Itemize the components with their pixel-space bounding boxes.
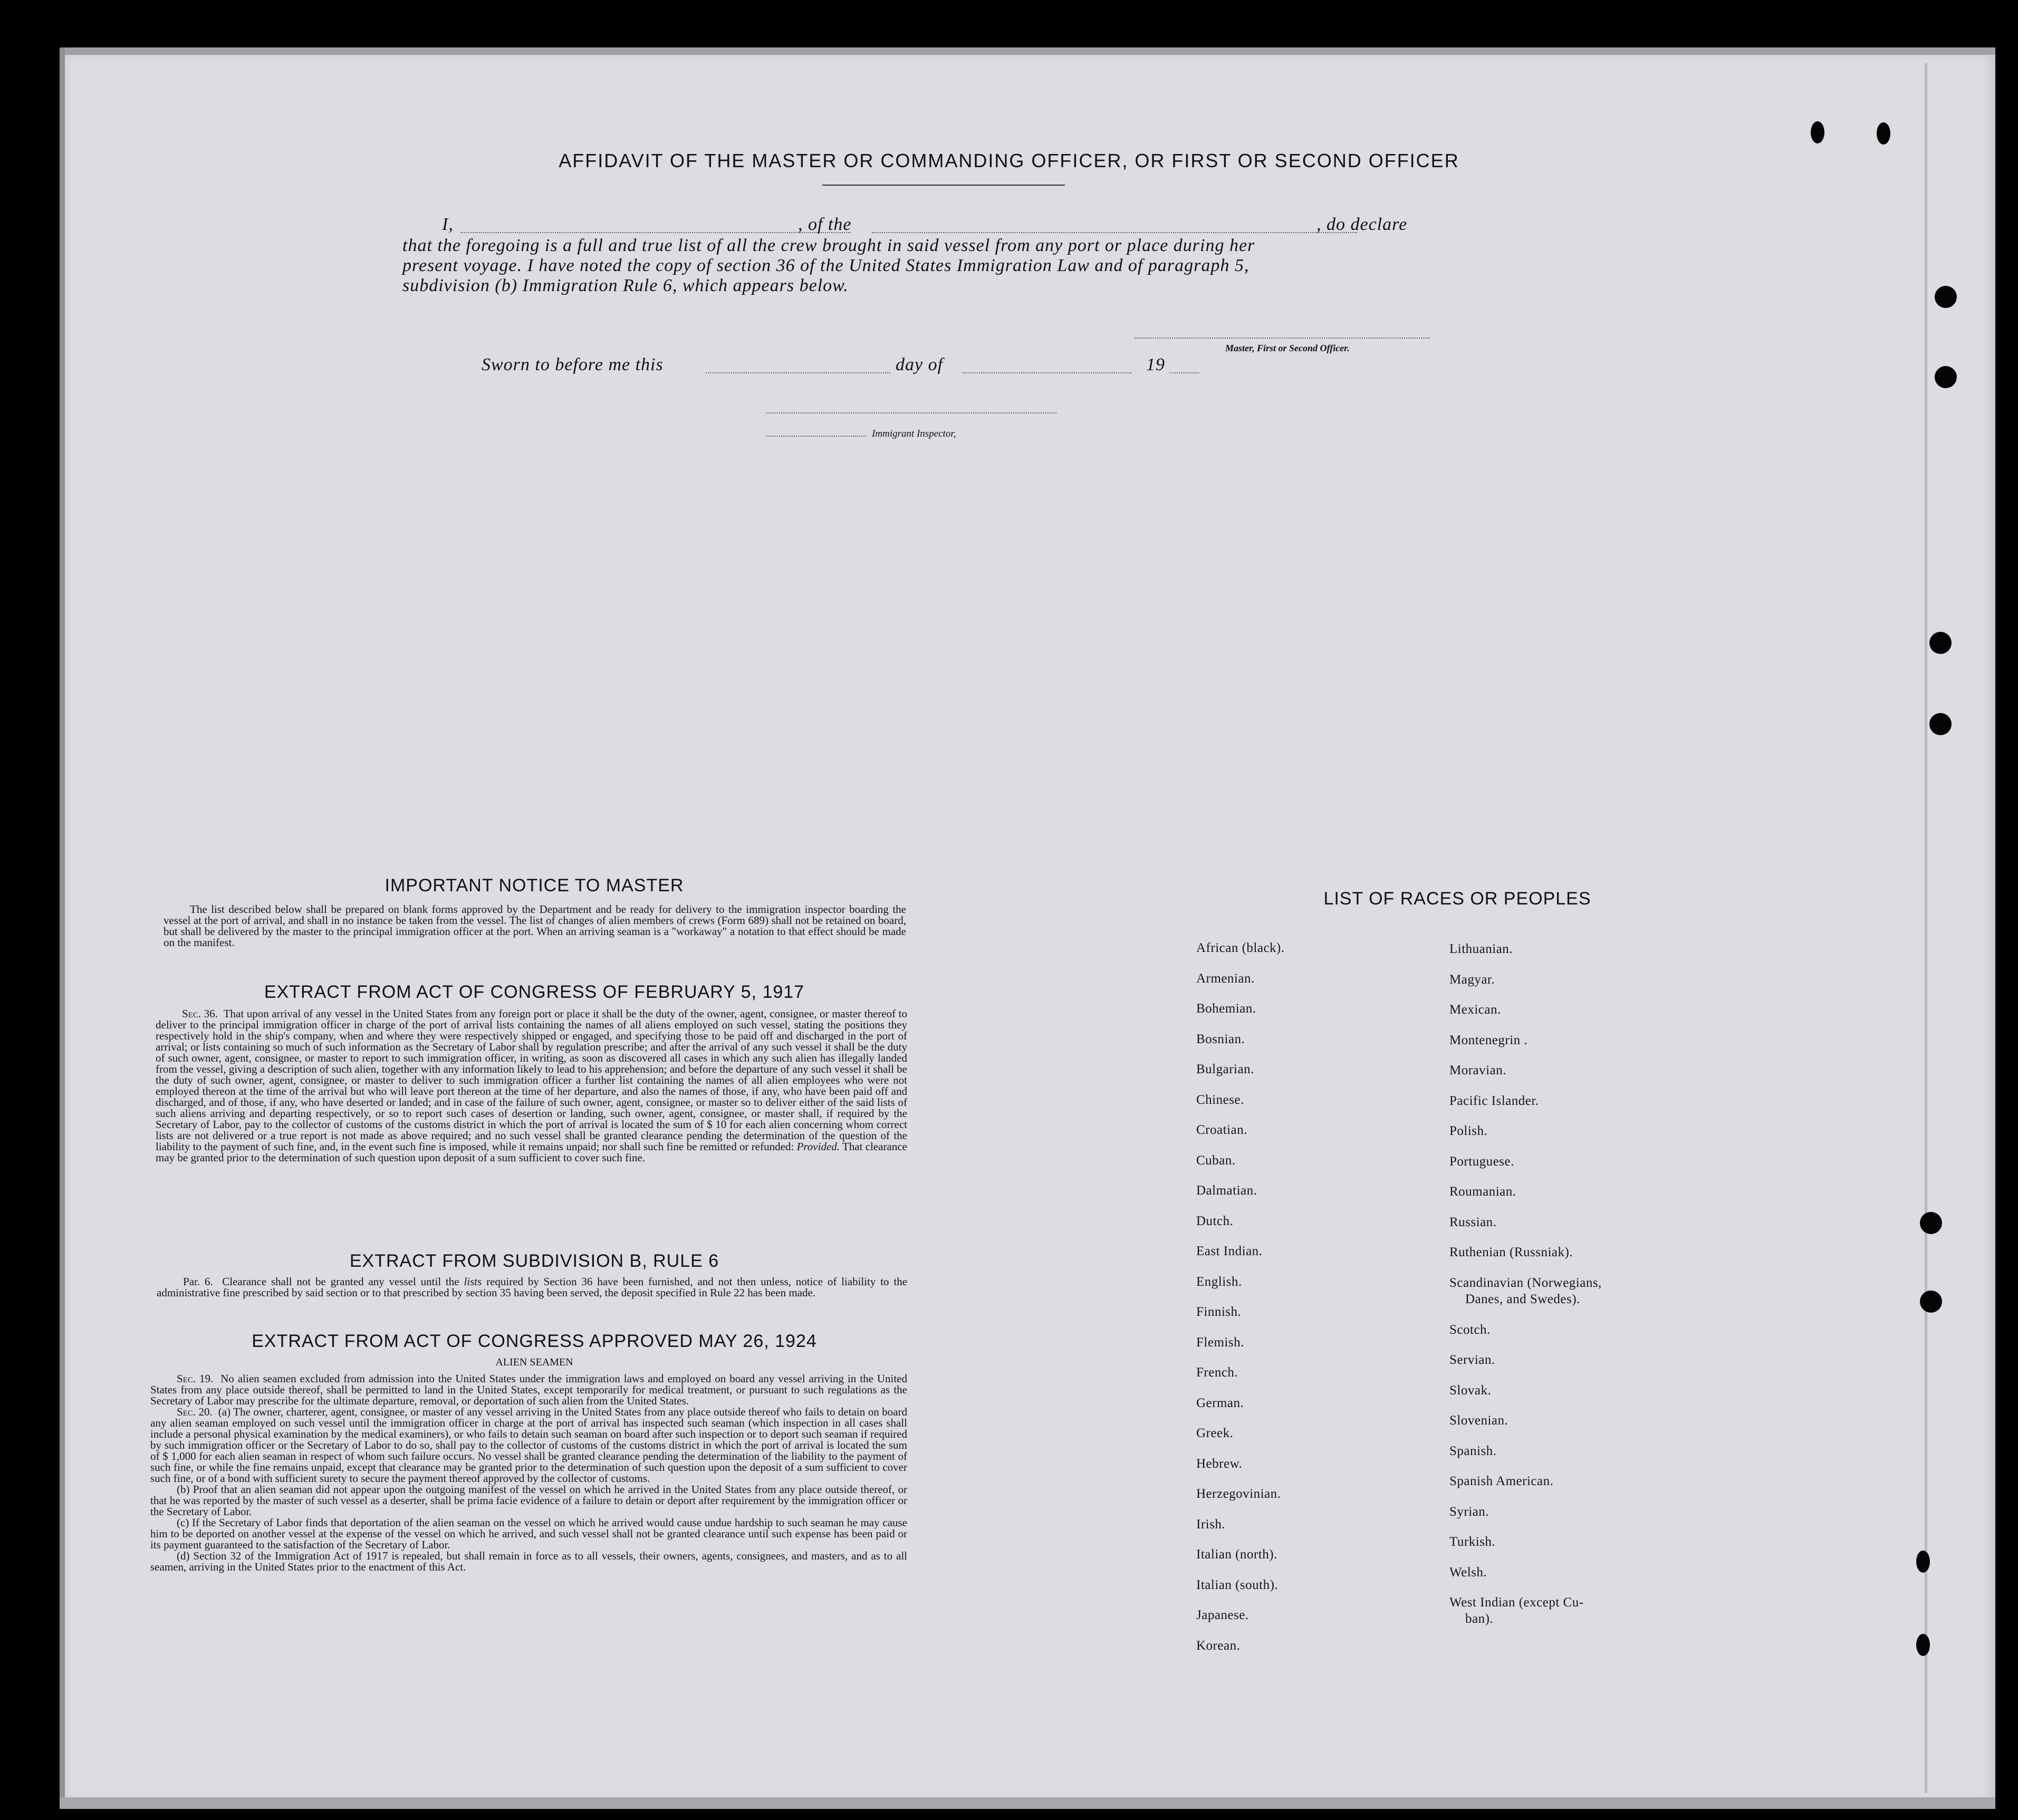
lists-word: lists — [464, 1275, 482, 1288]
races-title: LIST OF RACES OR PEOPLES — [1323, 889, 1591, 909]
section-19-text: No alien seamen excluded from admission into the United States under the immigration laws and employed on board any vessel arriving in the United States from any place outside thereof, shall be permitted to land in the United States, except temporarily for medical treatment, or pursuant to such regulations as the Secretary of Labor may prescribe for the ultimate departure, removal, or deportation of such alien from the United States. — [150, 1372, 907, 1407]
page-bottom-edge — [60, 1797, 1995, 1809]
race-item: Spanish. — [1449, 1444, 1497, 1458]
race-item: Lithuanian. — [1449, 942, 1513, 956]
par-6-text-b: required by Section 36 have been furnished, and not then unless, notice of liability to the administrative fine prescribed by said section or to that prescribed by section 35 having been served, the deposit specified in Rule 22 has been made. — [157, 1275, 908, 1299]
section-36-label: Sec. 36. — [182, 1007, 218, 1020]
race-item: Roumanian. — [1449, 1185, 1516, 1199]
extract-1917-body — [156, 1008, 907, 1163]
affidavit-line-4: subdivision (b) Immigration Rule 6, which appears below. — [402, 276, 849, 295]
race-item: Chinese. — [1196, 1093, 1244, 1107]
race-item: Portuguese. — [1449, 1154, 1514, 1169]
page-fold-line — [1925, 63, 1927, 1793]
punch-hole-icon — [1929, 713, 1952, 735]
section-20d-text: (d) Section 32 of the Immigration Act of 1917 is repealed, but shall remain in force as to all vessels, their owners, agents, consignees, and masters, and as to all seamen, arriving in the United States prior to the enactment of this Act. — [150, 1549, 907, 1573]
of-the-text: , of the — [798, 215, 852, 234]
notice-text-block — [164, 904, 906, 948]
sworn-before-text: Sworn to before me this — [482, 355, 664, 374]
race-item: Hebrew. — [1196, 1457, 1243, 1471]
punch-hole-icon — [1935, 366, 1957, 388]
vessel-name-field[interactable] — [872, 232, 1357, 233]
race-item: Croatian. — [1196, 1123, 1247, 1137]
race-item: Bosnian. — [1196, 1032, 1245, 1046]
sworn-year-field[interactable] — [1170, 372, 1199, 373]
race-item: Servian. — [1449, 1353, 1495, 1367]
race-item: Greek. — [1196, 1426, 1234, 1440]
punch-hole-icon — [1920, 1212, 1942, 1234]
race-item: Irish. — [1196, 1517, 1226, 1532]
race-item: Spanish American. — [1449, 1474, 1554, 1488]
race-item: West Indian (except Cu- — [1449, 1595, 1584, 1610]
binder-clip-icon — [1877, 122, 1890, 145]
document-page — [60, 47, 1995, 1809]
section-20c-text: (c) If the Secretary of Labor finds that deportation of the alien seaman on the vessel on which he arrived would cause undue hardship to such seaman he may cause him to be deported on another vessel at the expense of the vessel on which he arrived, and such vessel shall not be granted clearance until such expense has been paid or its payment guaranteed to the satisfaction of the Secretary of Labor. — [150, 1516, 907, 1551]
race-item: Magyar. — [1449, 972, 1495, 987]
inspector-label: Immigrant Inspector, — [872, 428, 956, 439]
page-left-edge — [60, 47, 65, 1809]
binder-clip-icon — [1916, 1634, 1930, 1656]
officer-signature-field[interactable] — [1135, 338, 1430, 339]
race-item: Syrian. — [1449, 1505, 1490, 1519]
race-item: Slovak. — [1449, 1383, 1492, 1398]
section-20b-text: (b) Proof that an alien seaman did not appear upon the outgoing manifest of the vessel on which he arrived in the United States from any place outside thereof, or that he was reported by the master of such vessel as a deserter, shall be prima facie evidence of a failure to detain or deport after requirement by the immigration officer or the Secretary of Labor. — [150, 1483, 907, 1518]
binder-clip-icon — [1916, 1551, 1930, 1573]
signature-label: Master, First or Second Officer. — [1225, 343, 1350, 353]
par-6-label: Par. 6. — [183, 1275, 213, 1288]
race-item: Scandinavian (Norwegians, — [1449, 1276, 1602, 1290]
section-20-label: Sec. 20. — [177, 1405, 213, 1418]
notice-text: The list described below shall be prepared on blank forms approved by the Department and be ready for delivery to the immigration inspector boarding the vessel at the port of arrival, and shall in no instance be taken from the vessel. The list of changes of alien members of crews (Form 689) shall not be retained on board, but shall be delivered by the master to the principal immigration officer at the port. When an arriving seaman is a "workaway" a notation to that effect should be made on the manifest. — [164, 903, 906, 949]
race-item: Pacific Islander. — [1449, 1094, 1539, 1108]
section-36-text: That upon arrival of any vessel in the United States from any foreign port or place it shall be the duty of the owner, agent, consignee, or master thereof to deliver to the principal immigration officer in charge of the port of arrival lists containing the names of all aliens employed on such vessel, stating the positions they respectively hold in the ship's company, when and where they were respectively shipped or engaged, and specifying those to be paid off and discharged in the port of arrival; or lists containing so much of such information as the Secretary of Labor shall by regulation prescribe; and after the arrival of any such vessel it shall be the duty of such owner, agent, consignee, or master to report to such immigration officer, in writing, as soon as discovered all cases in which any such alien has illegally landed from the vessel, giving a description of such alien, together with any information likely to lead to his apprehension; and before the departure of any such vessel it shall be the duty of such owner, agent, consignee, or master to deliver to such immigration officer a further list containing the names of all alien employees who were not employed thereon at the time of the arrival but who will leave port thereon at the time of her departure, and also the names of those, if any, who have been paid off and discharged, and of those, if any, who have deserted or landed; and in case of the failure of such owner, agent, consignee, or master so to deliver either of the said lists of such aliens arriving and departing respectively, or so to report such cases of desertion or landing, such owner, agent, consignee, or master shall, if required by the Secretary of Labor, pay to the collector of customs of the customs district in which the port of arrival is located the sum of $ 10 for each alien concerning whom correct lists are not delivered or a true report is not made as above required; and no such vessel shall be granted clearance pending the determination of the question of the liability to the payment of such fine, and, in the event such fine is imposed, while it remains unpaid; nor shall such fine be remitted or refunded: — [156, 1007, 907, 1153]
race-item: Turkish. — [1449, 1535, 1496, 1549]
title-underline — [822, 185, 1065, 186]
race-item: German. — [1196, 1396, 1244, 1410]
page-top-edge — [60, 47, 1995, 55]
race-item: Flemish. — [1196, 1335, 1244, 1350]
race-item: French. — [1196, 1365, 1238, 1380]
race-item: Danes, and Swedes). — [1465, 1292, 1580, 1306]
punch-hole-icon — [1935, 286, 1957, 308]
race-item: Montenegrin . — [1449, 1033, 1528, 1047]
year-prefix: 19 — [1146, 355, 1165, 374]
race-item: Dutch. — [1196, 1214, 1234, 1228]
section-36-text-end: That clearance may be granted prior to the determination of such question upon deposit of a sum sufficient to cover such fine. — [156, 1140, 907, 1164]
affidavit-line-2: that the foregoing is a full and true list of all the crew brought in said vessel from any port or place during her — [402, 236, 1255, 255]
race-item: Herzegovinian. — [1196, 1487, 1281, 1501]
binder-clip-icon — [1811, 121, 1824, 143]
subdivision-body — [157, 1276, 907, 1298]
affidavit-title: AFFIDAVIT OF THE MASTER OR COMMANDING OFFICER, OR FIRST OR SECOND OFFICER — [559, 150, 1459, 171]
extract-1924-title: EXTRACT FROM ACT OF CONGRESS APPROVED MAY 26, 1924 — [252, 1331, 817, 1351]
race-item: Dalmatian. — [1196, 1183, 1257, 1198]
race-item: Polish. — [1449, 1124, 1488, 1138]
notice-title: IMPORTANT NOTICE TO MASTER — [385, 875, 684, 895]
race-item: Cuban. — [1196, 1153, 1236, 1168]
provided-word: Provided. — [796, 1140, 840, 1153]
par-6-text-a: Clearance shall not be granted any vessel until the — [222, 1275, 459, 1288]
race-item: ban). — [1465, 1612, 1494, 1626]
race-item: Italian (north). — [1196, 1547, 1277, 1562]
race-item: Ruthenian (Russniak). — [1449, 1245, 1573, 1259]
day-of-text: day of — [896, 355, 944, 374]
extract-1924-body — [150, 1373, 907, 1573]
race-item: Welsh. — [1449, 1565, 1487, 1580]
section-20a-text: (a) The owner, charterer, agent, consignee, or master of any vessel arriving in the United States from any place outside thereof who fails to detain on board any alien seaman employed on such vessel until the immigration officer in charge at the port of arrival has inspected such seaman (which inspection in all cases shall include a personal physical examination by the medical examiners), or who fails to detain such seaman on board after such inspection or to deport such seaman if required by such immigration officer or the Secretary of Labor to do so, shall pay to the collector of customs of the customs district in which the port of arrival is located the sum of $ 1,000 for each alien seaman in respect of whom such failure occurs. No vessel shall be granted clearance pending the determination of the liability to the payment of such fine, or while the fine remains unpaid, except that clearance may be granted prior to the determination of such question upon the deposit of a sum sufficient to cover such fine, or of a bond with sufficient surety to secure the payment thereof approved by the collector of customs. — [150, 1405, 907, 1485]
extract-1917-title: EXTRACT FROM ACT OF CONGRESS OF FEBRUARY 5, 1917 — [264, 982, 805, 1002]
inspector-lead-line — [766, 436, 867, 437]
punch-hole-icon — [1920, 1291, 1942, 1313]
race-item: Slovenian. — [1449, 1413, 1508, 1428]
subdivision-title: EXTRACT FROM SUBDIVISION B, RULE 6 — [349, 1251, 719, 1271]
race-item: African (black). — [1196, 941, 1285, 955]
section-19-label: Sec. 19. — [177, 1372, 214, 1385]
race-item: English. — [1196, 1275, 1242, 1289]
sworn-month-field[interactable] — [963, 372, 1131, 373]
affiant-name-field[interactable] — [460, 232, 851, 233]
race-item: Japanese. — [1196, 1608, 1249, 1622]
sworn-day-field[interactable] — [706, 372, 890, 373]
race-item: Moravian. — [1449, 1063, 1506, 1077]
race-item: Mexican. — [1449, 1003, 1501, 1017]
race-item: Scotch. — [1449, 1323, 1491, 1337]
do-declare-text: , do declare — [1316, 215, 1408, 234]
race-item: Bulgarian. — [1196, 1062, 1254, 1076]
race-item: Bohemian. — [1196, 1002, 1256, 1016]
race-item: East Indian. — [1196, 1244, 1263, 1258]
race-item: Italian (south). — [1196, 1578, 1279, 1592]
affidavit-line-3: present voyage. I have noted the copy of section 36 of the United States Immigration Law and of paragraph 5, — [402, 256, 1250, 275]
affiant-prefix: I, — [442, 215, 454, 234]
inspector-signature-field[interactable] — [766, 412, 1056, 413]
punch-hole-icon — [1929, 632, 1952, 654]
alien-seamen-heading: ALIEN SEAMEN — [495, 1356, 573, 1368]
race-item: Armenian. — [1196, 971, 1255, 986]
race-item: Korean. — [1196, 1639, 1241, 1653]
race-item: Finnish. — [1196, 1305, 1242, 1319]
race-item: Russian. — [1449, 1215, 1497, 1229]
